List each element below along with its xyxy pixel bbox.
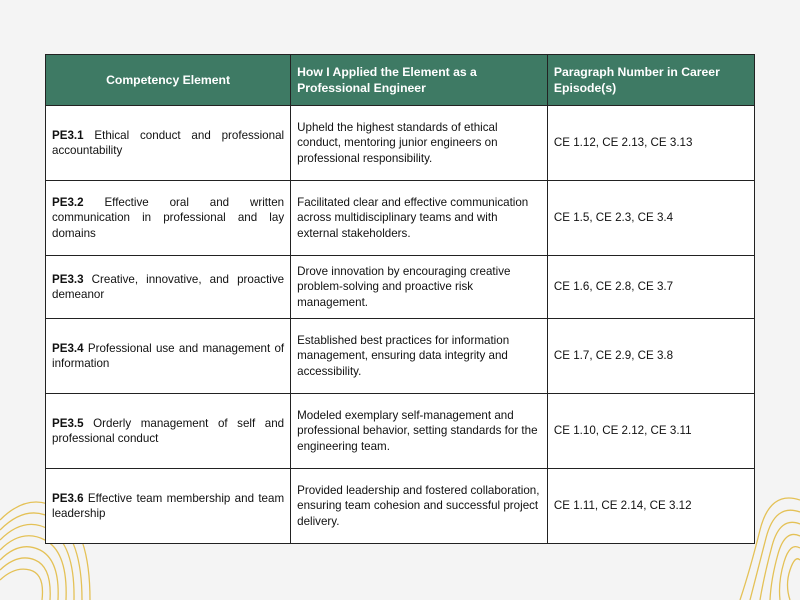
table-row: [46, 256, 755, 319]
header-competency-element: Competency Element: [46, 55, 291, 106]
table-row: [46, 319, 755, 394]
table-row: [46, 181, 755, 256]
element-code: PE3.3: [52, 272, 84, 286]
element-text: Effective team membership and team leadership: [52, 491, 285, 520]
application-cell: Upheld the highest standards of ethical conduct, mentoring junior engineers on professional responsibility.: [291, 106, 548, 181]
header-application: How I Applied the Element as a Professional Engineer: [291, 55, 548, 106]
element-text: Creative, innovative, and proactive demeanor: [52, 272, 285, 301]
paragraph-cell: CE 1.6, CE 2.8, CE 3.7: [547, 256, 754, 319]
element-text: Ethical conduct and professional accountability: [52, 128, 285, 157]
element-code: PE3.1: [52, 128, 84, 142]
paragraph-cell: CE 1.7, CE 2.9, CE 3.8: [547, 319, 754, 394]
table-row: [46, 469, 755, 544]
element-cell: [46, 394, 291, 469]
element-text: Effective oral and written communication in professional and lay domains: [52, 195, 285, 240]
element-text: Orderly management of self and professional conduct: [52, 416, 285, 445]
competency-table: [45, 54, 755, 544]
paragraph-cell: CE 1.5, CE 2.3, CE 3.4: [547, 181, 754, 256]
element-cell: [46, 106, 291, 181]
element-cell: [46, 181, 291, 256]
paragraph-cell: CE 1.11, CE 2.14, CE 3.12: [547, 469, 754, 544]
application-cell: Facilitated clear and effective communication across multidisciplinary teams and with external stakeholders.: [291, 181, 548, 256]
element-cell: [46, 469, 291, 544]
header-paragraph-number: Paragraph Number in Career Episode(s): [547, 55, 754, 106]
table-row: [46, 106, 755, 181]
header-row: [46, 55, 755, 106]
element-cell: [46, 319, 291, 394]
paragraph-cell: CE 1.10, CE 2.12, CE 3.11: [547, 394, 754, 469]
element-code: PE3.6: [52, 491, 84, 505]
element-code: PE3.4: [52, 341, 84, 355]
element-code: PE3.5: [52, 416, 84, 430]
application-cell: Established best practices for information management, ensuring data integrity and accessibility.: [291, 319, 548, 394]
paragraph-cell: CE 1.12, CE 2.13, CE 3.13: [547, 106, 754, 181]
application-cell: Drove innovation by encouraging creative problem-solving and proactive risk management.: [291, 256, 548, 319]
table-row: [46, 394, 755, 469]
element-cell: [46, 256, 291, 319]
element-code: PE3.2: [52, 195, 84, 209]
element-text: Professional use and management of information: [52, 341, 285, 370]
application-cell: Modeled exemplary self-management and professional behavior, setting standards for the engineering team.: [291, 394, 548, 469]
application-cell: Provided leadership and fostered collaboration, ensuring team cohesion and successful project delivery.: [291, 469, 548, 544]
